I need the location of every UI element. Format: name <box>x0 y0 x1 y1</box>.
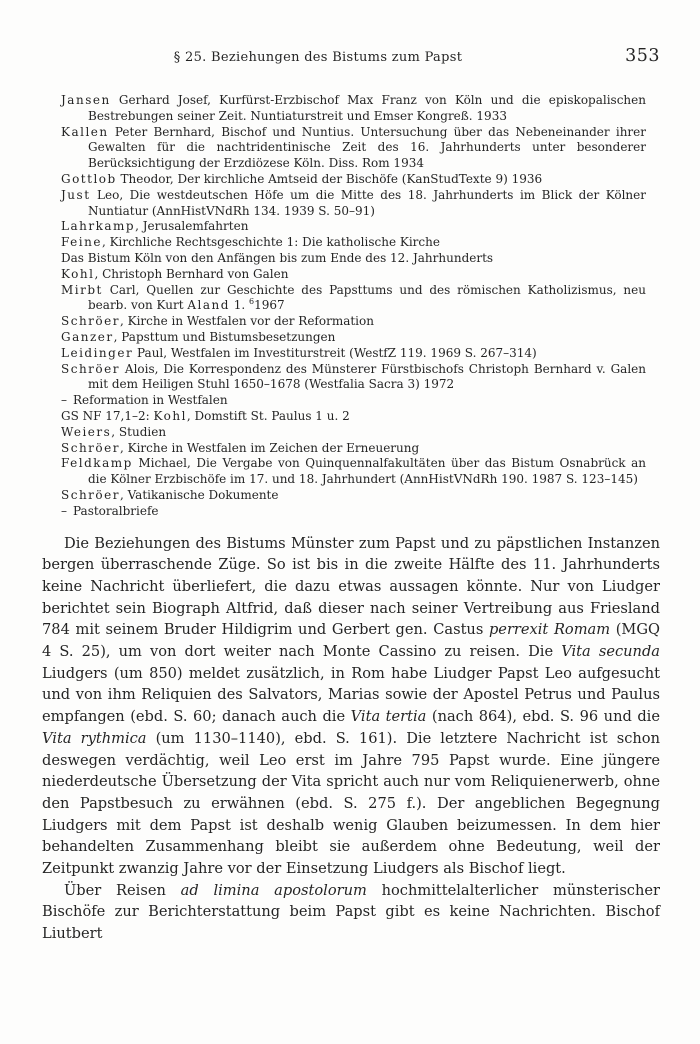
bibliography-entry <box>61 488 646 504</box>
text-segment: (um 1130–1140), ebd. S. 161). Die letztere Nachricht ist schon deswegen verdächtig, weil Leo erst im Jahre 795 Papst wurde. Eine jüngere niederdeutsche Übersetzung der Vita spricht auch nur vom Reliquienerwerb, ohne den Papstbesuch zu erwähnen (ebd. S. 275 f.). Der angeblichen Begegnung Liudgers mit dem Papst ist deshalb wenig Glauben beizumessen. In dem hier behandelten Zusammenhang bleibt sie außerdem ohne Bedeutung, weil der Zeitpunkt zwanzig Jahre vor der Einsetzung Liudgers als Bischof liegt. <box>42 729 660 878</box>
text-segment: ad limina apostolorum <box>180 881 367 899</box>
bibliography-list <box>61 93 646 520</box>
text-segment: , Domstift St. Paulus 1 u. 2 <box>186 408 350 423</box>
text-segment: Schröer <box>61 314 120 329</box>
text-segment: (nach 864), ebd. S. 96 und die <box>426 708 660 726</box>
bibliography-entry <box>61 362 646 394</box>
bibliography-entry <box>61 441 646 457</box>
bibliography-entry <box>61 219 646 235</box>
bibliography-entry <box>61 283 646 315</box>
bibliography-entry <box>61 504 646 520</box>
text-segment: 6 <box>249 297 255 307</box>
bibliography-entry <box>61 125 646 172</box>
text-segment: – Pastoralbriefe <box>61 503 159 518</box>
text-segment: Schröer <box>61 361 120 376</box>
bibliography-entry <box>61 456 646 488</box>
main-text <box>42 533 660 945</box>
text-segment: Das Bistum Köln von den Anfängen bis zum Ende des 12. Jahrhunderts <box>61 250 494 265</box>
section-heading: § 25. Beziehungen des Bistums zum Papst <box>173 50 463 65</box>
text-segment: Vita rythmica <box>42 729 147 747</box>
paragraph-2 <box>42 880 660 945</box>
text-segment: , Studien <box>111 424 167 439</box>
text-segment: (MGQ 4 S. 25), um von dort weiter nach Monte Cassino zu reisen. Die <box>42 621 660 661</box>
text-segment: Gottlob <box>61 171 117 186</box>
text-segment: Vita tertia <box>350 708 427 726</box>
text-segment: Die Beziehungen des Bistums Münster zum Papst und zu päpstlichen Instanzen bergen überraschende Züge. So ist bis in die zweite Hälfte des 11. Jahrhunderts keine Nachricht überliefert, die dazu etwas aussagen könnte. Nur von Liudger berichtet sein Biograph Altfrid, daß dieser nach seiner Vertreibung aus Friesland 784 mit seinem Bruder Hildigrim und Gerbert gen. Castus <box>42 534 660 639</box>
text-segment: Peter Bernhard, Bischof und Nuntius. Untersuchung über das Nebeneinander ihrer Gewalten für die nachtridentinische Zeit des 16. Jahrhunderts unter besonderer Berücksichtigung der Erzdiözese Köln. Diss. Rom 1934 <box>88 124 646 171</box>
text-segment: Liudgers (um 850) meldet zusätzlich, in Rom habe Liudger Papst Leo aufgesucht und von ihm Reliquien des Salvators, Marias sowie der Apostel Petrus und Paulus empfangen (ebd. S. 60; danach auch die <box>42 664 660 726</box>
bibliography-entry <box>61 235 646 251</box>
text-segment: , Christoph Bernhard von Galen <box>94 266 289 281</box>
text-segment: Just <box>61 187 91 202</box>
text-segment: Kohl <box>153 408 187 423</box>
bibliography-entry <box>61 393 646 409</box>
running-head <box>42 46 660 68</box>
text-segment: Ganzer <box>61 329 114 344</box>
bibliography-entry <box>61 172 646 188</box>
bibliography-entry <box>61 251 646 267</box>
paragraph-1 <box>42 533 660 880</box>
text-segment: GS NF 17,1–2: <box>61 408 154 423</box>
text-segment: Schröer <box>61 440 120 455</box>
text-segment: , Vatikanische Dokumente <box>119 487 279 502</box>
text-segment: – Reformation in Westfalen <box>61 393 228 408</box>
bibliography-entry <box>61 267 646 283</box>
text-segment: , Kirchliche Rechtsgeschichte 1: Die katholische Kirche <box>101 235 440 250</box>
text-segment: , Jerusalemfahrten <box>135 219 249 234</box>
text-segment: Feine <box>61 235 102 250</box>
text-segment: Jansen <box>61 93 111 107</box>
text-segment: 1. <box>229 298 249 313</box>
bibliography-entry <box>61 346 646 362</box>
text-segment: Leo, Die westdeutschen Höfe um die Mitte des 18. Jahrhunderts im Blick der Kölner Nuntiatur (AnnHistVNdRh 134. 1939 S. 50–91) <box>88 187 646 218</box>
text-segment: , Papsttum und Bistumsbesetzungen <box>113 329 336 344</box>
text-segment: hochmittelalterlicher münsterischer Bischöfe zur Berichterstattung beim Papst gibt es keine Nachrichten. Bischof Liutbert <box>42 881 660 943</box>
text-segment: Alois, Die Korrespondenz des Münsterer Fürstbischofs Christoph Bernhard v. Galen mit dem Heiligen Stuhl 1650–1678 (Westfalia Sacra 3) 1972 <box>88 361 646 392</box>
text-segment: Kohl <box>61 266 95 281</box>
bibliography-entry <box>61 93 646 125</box>
text-segment: Vita secunda <box>561 643 661 661</box>
page-number: 353 <box>625 46 660 66</box>
text-segment: Leidinger <box>61 345 134 360</box>
text-segment: Weiers <box>61 424 112 439</box>
bibliography-entry <box>61 425 646 441</box>
text-segment: Michael, Die Vergabe von Quinquennalfakultäten über das Bistum Osnabrück an die Kölner Erzbischöfe im 17. und 18. Jahrhundert (AnnHistVNdRh 190. 1987 S. 123–145) <box>88 456 646 487</box>
text-segment: Lahrkamp <box>61 219 136 234</box>
text-segment: Gerhard Josef, Kurfürst-Erzbischof Max Franz von Köln und die episkopalischen Bestrebungen seiner Zeit. Nuntiaturstreit und Emser Kongreß. 1933 <box>88 93 646 123</box>
bibliography-entry <box>61 314 646 330</box>
text-segment: Über Reisen <box>64 881 181 899</box>
text-segment: Paul, Westfalen im Investiturstreit (WestfZ 119. 1969 S. 267–314) <box>133 345 537 360</box>
bibliography-entry <box>61 188 646 220</box>
text-segment: Aland <box>187 298 230 313</box>
text-segment: Schröer <box>61 487 120 502</box>
text-segment: 1967 <box>254 298 285 313</box>
bibliography-entry <box>61 330 646 346</box>
text-segment: Carl, Quellen zur Geschichte des Papsttums und des römischen Katholizismus, neu bearb. von Kurt <box>88 282 646 313</box>
bibliography-entry <box>61 409 646 425</box>
text-segment: perrexit Romam <box>488 621 611 639</box>
text-segment: Theodor, Der kirchliche Amtseid der Bischöfe (KanStudTexte 9) 1936 <box>116 171 543 186</box>
text-segment: , Kirche in Westfalen im Zeichen der Erneuerung <box>119 440 420 455</box>
text-segment: Mirbt <box>61 282 103 297</box>
text-segment: Kallen <box>61 124 109 139</box>
text-segment: , Kirche in Westfalen vor der Reformation <box>119 314 374 329</box>
text-segment: Feldkamp <box>61 456 133 471</box>
